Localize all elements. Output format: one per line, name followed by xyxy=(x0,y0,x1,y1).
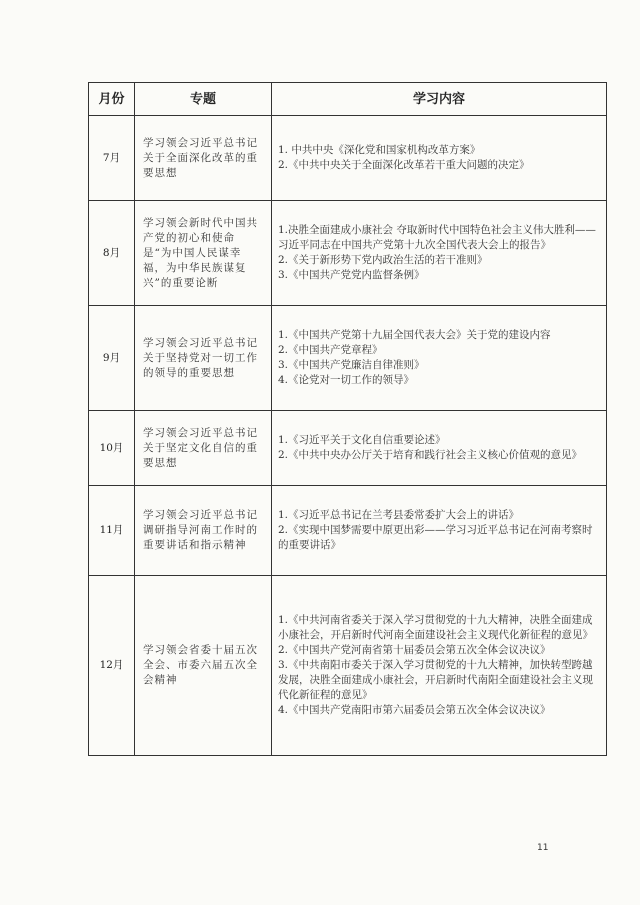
content-item: 3.《中共南阳市委关于深入学习贯彻党的十九大精神，加快转型跨越发展，决胜全面建成小康社会，开启新时代南阳全面建设社会主义现代化新征程的意见》 xyxy=(278,659,593,701)
page-number: 11 xyxy=(537,843,549,853)
table-header-row xyxy=(89,83,607,116)
content-cell xyxy=(272,486,607,576)
study-schedule-table xyxy=(88,82,607,756)
month-cell: 7月 xyxy=(89,116,135,201)
month-cell: 12月 xyxy=(89,576,135,756)
table-row xyxy=(89,116,607,201)
content-item: 1.决胜全面建成小康社会 夺取新时代中国特色社会主义伟大胜利——习近平同志在中国共产党第十九次全国代表大会上的报告》 xyxy=(278,224,596,251)
topic-cell xyxy=(135,306,272,411)
content-item: 3.《中国共产党廉洁自律准则》 xyxy=(278,359,425,371)
content-item: 1.《中国共产党第十九届全国代表大会》关于党的建设内容 xyxy=(278,329,551,341)
content-cell xyxy=(272,201,607,306)
content-cell xyxy=(272,576,607,756)
content-item: 3.《中国共产党党内监督条例》 xyxy=(278,269,425,281)
topic-text: 学习领会省委十届五次全会、市委六届五次全会精神 xyxy=(143,644,258,686)
topic-cell xyxy=(135,576,272,756)
content-cell xyxy=(272,306,607,411)
content-cell xyxy=(272,116,607,201)
table-row xyxy=(89,486,607,576)
content-item: 4.《论党对一切工作的领导》 xyxy=(278,374,415,386)
topic-text: 学习领会新时代中国共产党的初心和使命是“为中国人民谋幸福，为中华民族谋复兴”的重要论断 xyxy=(143,216,258,289)
topic-text: 学习领会习近平总书记关于坚定文化自信的重要思想 xyxy=(143,426,258,469)
content-item: 1.《习近平关于文化自信重要论述》 xyxy=(278,434,446,446)
content-item: 2.《中共中央办公厅关于培育和践行社会主义核心价值观的意见》 xyxy=(278,449,583,461)
content-item: 4.《中国共产党南阳市第六届委员会第五次全体会议决议》 xyxy=(278,704,551,716)
month-cell: 9月 xyxy=(89,306,135,411)
content-item: 1.《中共河南省委关于深入学习贯彻党的十九大精神，决胜全面建成小康社会，开启新时代河南全面建设社会主义现代化新征程的意见》 xyxy=(278,614,593,641)
content-item: 1. 中共中央《深化党和国家机构改革方案》 xyxy=(278,144,481,156)
content-item: 2.《关于新形势下党内政治生活的若干准则》 xyxy=(278,254,488,266)
topic-text: 学习领会习近平总书记关于坚持党对一切工作的领导的重要思想 xyxy=(143,336,258,379)
topic-text: 学习领会习近平总书记关于全面深化改革的重要思想 xyxy=(143,136,258,179)
table-row xyxy=(89,306,607,411)
month-cell: 11月 xyxy=(89,486,135,576)
content-item: 2.《中国共产党章程》 xyxy=(278,344,383,356)
content-item: 2.《中国共产党河南省第十届委员会第五次全体会议决议》 xyxy=(278,644,551,656)
topic-cell xyxy=(135,116,272,201)
topic-cell xyxy=(135,486,272,576)
content-item: 2.《中共中央关于全面深化改革若干重大问题的决定》 xyxy=(278,159,530,171)
month-cell: 10月 xyxy=(89,411,135,486)
header-topic: 专题 xyxy=(135,83,272,116)
content-item: 2.《实现中国梦需要中原更出彩——学习习近平总书记在河南考察时的重要讲话》 xyxy=(278,524,593,551)
topic-cell xyxy=(135,411,272,486)
header-month: 月份 xyxy=(89,83,135,116)
content-item: 1.《习近平总书记在兰考县委常委扩大会上的讲话》 xyxy=(278,509,520,521)
content-cell xyxy=(272,411,607,486)
header-content: 学习内容 xyxy=(272,83,607,116)
topic-cell xyxy=(135,201,272,306)
table-row xyxy=(89,201,607,306)
table-row xyxy=(89,576,607,756)
month-cell: 8月 xyxy=(89,201,135,306)
topic-text: 学习领会习近平总书记调研指导河南工作时的重要讲话和指示精神 xyxy=(143,509,258,551)
table-row xyxy=(89,411,607,486)
